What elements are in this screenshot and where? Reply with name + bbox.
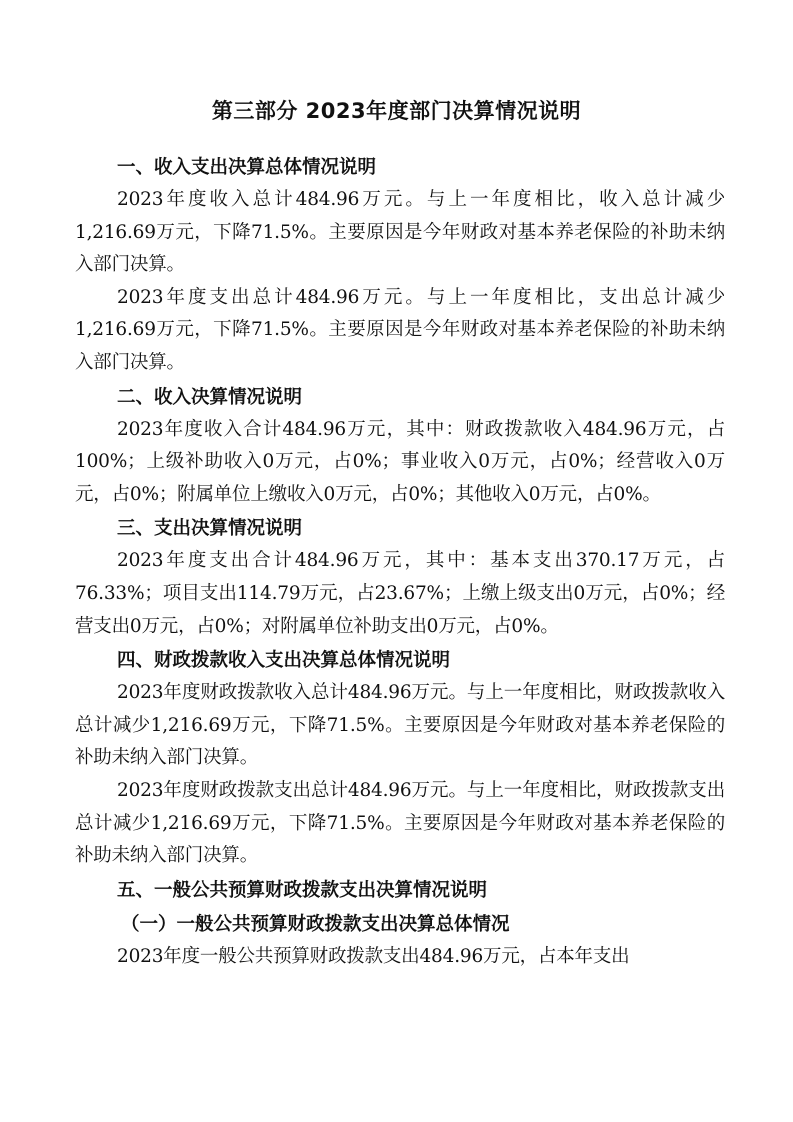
section-3: [75, 513, 725, 643]
section-paragraph: 2023年度收入总计484.96万元。与上一年度相比，收入总计减少1,216.69万元，下降71.5%。主要原因是今年财政对基本养老保险的补助未纳入部门决算。: [75, 189, 725, 276]
section-heading: 二、收入决算情况说明: [117, 386, 303, 408]
section-subheading: （一）一般公共预算财政拨款支出决算总体情况: [121, 913, 510, 935]
section-4: [75, 645, 725, 873]
section-heading: 五、一般公共预算财政拨款支出决算情况说明: [117, 879, 488, 901]
section-paragraph: 2023年度一般公共预算财政拨款支出484.96万元，占本年支出: [117, 945, 630, 967]
document-body: [75, 150, 725, 973]
section-2: [75, 382, 725, 512]
section-heading: 四、财政拨款收入支出决算总体情况说明: [117, 650, 451, 672]
section-paragraph: 2023年度财政拨款支出总计484.96万元。与上一年度相比，财政拨款支出总计减少1,216.69万元，下降71.5%。主要原因是今年财政对基本养老保险的补助未纳入部门决算。: [75, 779, 725, 867]
page-title: 第三部分 2023年度部门决算情况说明: [211, 99, 582, 123]
section-1: [75, 152, 725, 380]
section-5: [75, 875, 725, 974]
section-heading: 一、收入支出决算总体情况说明: [117, 157, 377, 178]
section-heading: 三、支出决算情况说明: [117, 518, 303, 540]
section-paragraph: 2023年度财政拨款收入总计484.96万元。与上一年度相比，财政拨款收入总计减少1,216.69万元，下降71.5%。主要原因是今年财政对基本养老保险的补助未纳入部门决算。: [75, 682, 725, 769]
section-paragraph: 2023年度支出合计484.96万元，其中：基本支出370.17万元，占76.33%；项目支出114.79万元，占23.67%；上缴上级支出0万元，占0%；经营支出0万元，占0%；对附属单位补助支出0万元，占0%。: [75, 550, 725, 637]
section-paragraph: 2023年度收入合计484.96万元，其中：财政拨款收入484.96万元，占100%；上级补助收入0万元，占0%；事业收入0万元，占0%；经营收入0万元，占0%；附属单位上缴收入0万元，占0%；其他收入0万元，占0%。: [75, 418, 725, 505]
section-paragraph: 2023年度支出总计484.96万元。与上一年度相比，支出总计减少1,216.69万元，下降71.5%。主要原因是今年财政对基本养老保险的补助未纳入部门决算。: [75, 286, 725, 373]
